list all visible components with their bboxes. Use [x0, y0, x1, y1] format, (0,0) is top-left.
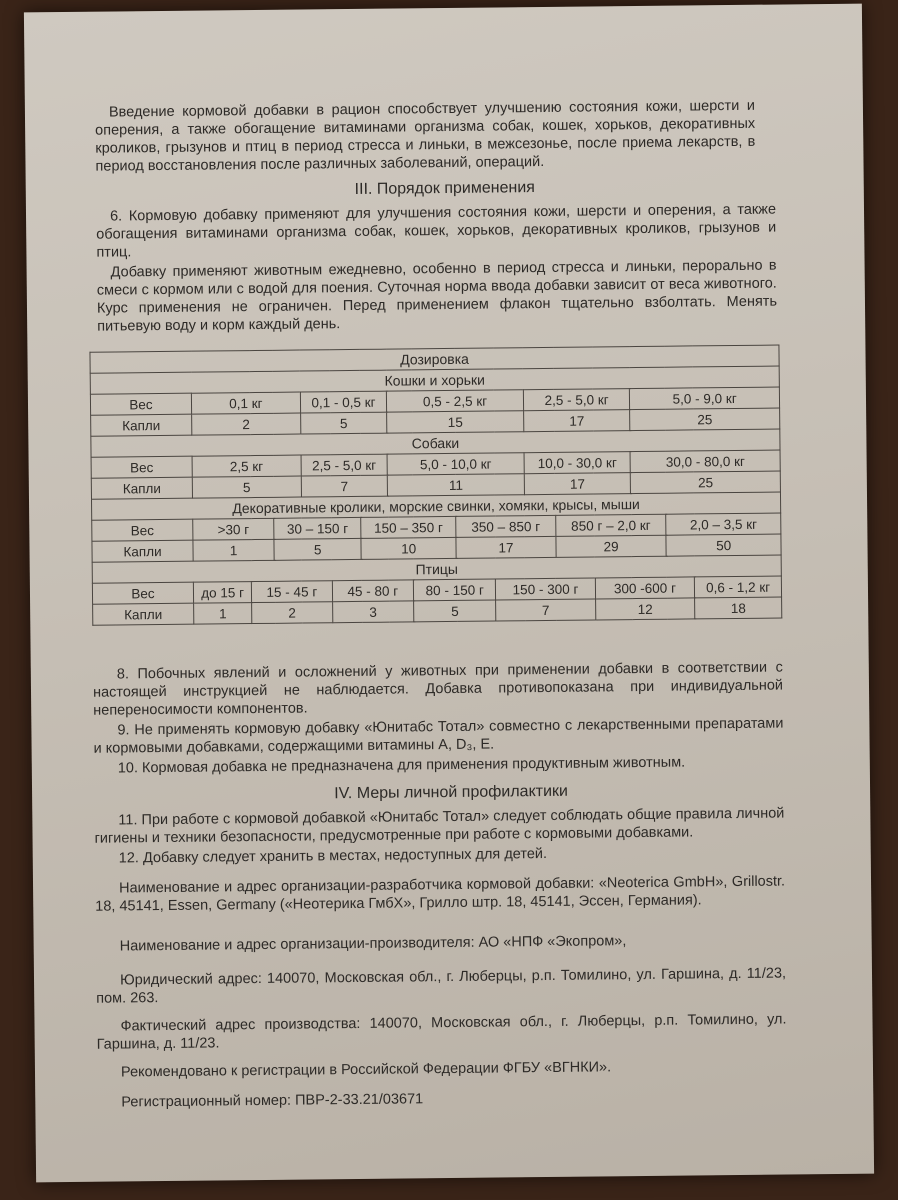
row-label-drops: Капли — [91, 477, 192, 499]
drops-cell: 3 — [332, 601, 414, 623]
row-label-drops: Капли — [91, 414, 192, 436]
drops-cell: 5 — [300, 412, 387, 434]
drops-cell: 2 — [252, 602, 332, 624]
drops-cell: 25 — [630, 408, 780, 431]
row-label-weight: Вес — [92, 582, 193, 604]
weight-cell: 15 - 45 г — [252, 581, 332, 603]
instruction-sheet — [24, 4, 874, 1183]
weight-cell: до 15 г — [193, 582, 251, 604]
actual-address: Фактический адрес производства: 140070, Московская обл., г. Люберцы, р.п. Томилино, ул. Гаршина, д. 11/23. — [96, 1011, 787, 1053]
legal-address: Юридический адрес: 140070, Московская обл., г. Люберцы, р.п. Томилино, ул. Гаршина, д. 11/23, пом. 263. — [96, 965, 787, 1007]
group-header: Птицы — [92, 555, 781, 583]
weight-cell: 10,0 - 30,0 кг — [524, 452, 631, 474]
developer-info: Наименование и адрес организации-разработчика кормовой добавки: «Neoterica GmbH», Grillostr. 18, 45141, Essen, Germany («Неотерика ГмбХ», Грилло штр. 18, 45141, Эссен, Германия). — [95, 873, 786, 915]
paragraph-6: 6. Кормовую добавку применяют для улучшения состояния кожи, шерсти и оперения, а также обогащения витаминами организма собак, кошек, хорьков, декоративных кроликов, грызунов и птиц. — [96, 201, 777, 261]
drops-cell: 10 — [361, 537, 456, 559]
drops-cell: 5 — [274, 538, 361, 560]
registration-number: Регистрационный номер: ПВР-2-33.21/03671 — [121, 1091, 424, 1111]
drops-cell: 29 — [556, 535, 667, 557]
drops-cell: 12 — [595, 598, 695, 620]
weight-cell: 300 -600 г — [595, 577, 695, 599]
drops-cell: 17 — [523, 410, 630, 432]
drops-cell: 25 — [631, 471, 781, 494]
weight-cell: 0,1 - 0,5 кг — [300, 391, 387, 413]
row-label-weight: Вес — [92, 519, 193, 541]
weight-cell: >30 г — [193, 518, 274, 540]
paragraph-12: 12. Добавку следует хранить в местах, недоступных для детей. — [118, 845, 548, 867]
group-header: Кошки и хорьки — [90, 366, 779, 394]
drops-cell: 15 — [387, 411, 524, 433]
drops-cell: 2 — [192, 413, 301, 435]
weight-cell: 2,5 - 5,0 кг — [301, 454, 388, 476]
manufacturer-info: Наименование и адрес организации-производителя: АО «НПФ «Экопром», — [119, 933, 627, 955]
weight-cell: 150 - 300 г — [496, 578, 596, 600]
drops-cell: 17 — [456, 536, 556, 558]
group-header: Собаки — [91, 429, 780, 457]
weight-cell: 2,5 - 5,0 кг — [523, 389, 630, 411]
drops-cell: 7 — [496, 599, 596, 621]
drops-cell: 11 — [388, 474, 525, 496]
paragraph-10: 10. Кормовая добавка не предназначена для применения продуктивным животным. — [117, 754, 686, 777]
weight-cell: 45 - 80 г — [332, 580, 414, 602]
weight-cell: 5,0 - 9,0 кг — [630, 387, 780, 410]
recommendation: Рекомендовано к регистрации в Российской Федерации ФГБУ «ВГНКИ». — [120, 1059, 612, 1081]
row-label-weight: Вес — [90, 393, 191, 415]
group-header: Декоративные кролики, морские свинки, хомяки, крысы, мыши — [91, 492, 780, 520]
drops-cell: 5 — [192, 476, 301, 498]
paragraph-9: 9. Не применять кормовую добавку «Юнитабс Тотал» совместно с лекарственными препаратами и кормовыми добавками, содержащими витамины A, D₃, E. — [93, 715, 784, 757]
weight-cell: 850 г – 2,0 кг — [556, 514, 667, 536]
intro-paragraph: Введение кормовой добавки в рацион способствует улучшению состояния кожи, шерсти и оперения, а также обогащение витаминами организма собак, кошек, хорьков, декоративных кроликов, грызунов и птиц в период стресса и линьки, в межсезонье, после приема лекарств, в период восстановления после различных заболеваний, операций. — [95, 97, 756, 175]
weight-cell: 2,0 – 3,5 кг — [666, 513, 781, 535]
weight-cell: 0,1 кг — [191, 392, 300, 414]
weight-cell: 350 – 850 г — [456, 515, 556, 537]
drops-cell: 17 — [524, 473, 631, 495]
row-label-drops: Капли — [93, 603, 194, 625]
drops-cell: 1 — [194, 603, 252, 625]
paragraph-7: Добавку применяют животным ежедневно, особенно в период стресса и линьки, перорально в смеси с кормом или с водой для поения. Суточная норма ввода добавки зависит от веса животного. Курс применения не ограничен. Перед применением флакон тщательно взболтать. Менять питьевую воду и корм каждый день. — [96, 257, 778, 335]
table-title: Дозировка — [90, 345, 779, 373]
drops-cell: 7 — [301, 475, 388, 497]
weight-cell: 5,0 - 10,0 кг — [387, 453, 524, 475]
weight-cell: 30,0 - 80,0 кг — [630, 450, 780, 473]
drops-cell: 50 — [666, 534, 781, 556]
row-label-weight: Вес — [91, 456, 192, 478]
weight-cell: 0,5 - 2,5 кг — [387, 390, 524, 412]
section-4-title: IV. Меры личной профилактики — [334, 782, 569, 803]
paragraph-8: 8. Побочных явлений и осложнений у животных при применении добавки в соответствии с настоящей инструкцией не наблюдается. Добавка противопоказана при индивидуальной непереносимости компонентов. — [92, 659, 784, 719]
paragraph-11: 11. При работе с кормовой добавкой «Юнитабс Тотал» следует соблюдать общие правила личной гигиены и техники безопасности, предусмотренные при работе с кормовыми добавками. — [94, 805, 785, 847]
drops-cell: 1 — [193, 539, 274, 561]
weight-cell: 30 – 150 г — [274, 517, 361, 539]
dosage-table — [89, 345, 782, 626]
weight-cell: 0,6 - 1,2 кг — [695, 576, 782, 598]
weight-cell: 2,5 кг — [192, 455, 301, 477]
weight-cell: 80 - 150 г — [414, 579, 496, 601]
drops-cell: 5 — [414, 600, 496, 622]
section-3-title: III. Порядок применения — [354, 179, 535, 198]
row-label-drops: Капли — [92, 540, 193, 562]
drops-cell: 18 — [695, 597, 782, 619]
weight-cell: 150 – 350 г — [361, 516, 456, 538]
